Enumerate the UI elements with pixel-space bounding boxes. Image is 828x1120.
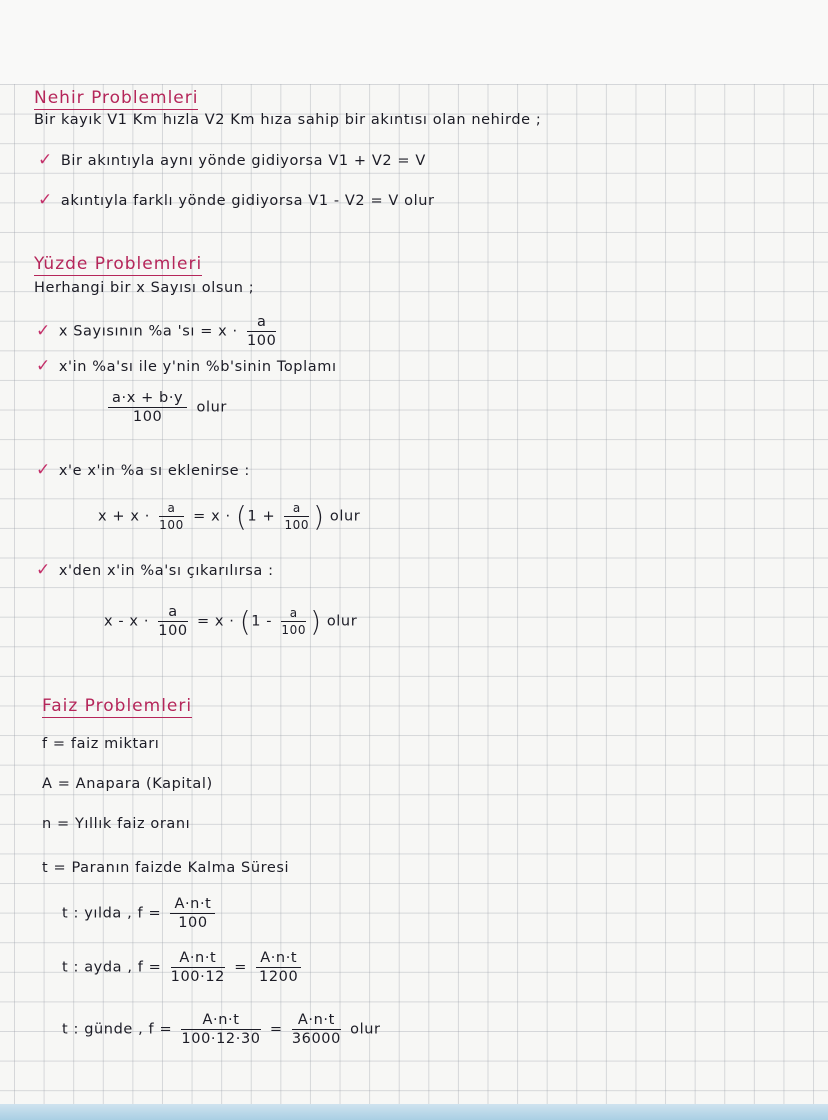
check-icon: ✓ xyxy=(36,356,51,376)
fraction: $\frac{a}{100}$ xyxy=(158,604,188,639)
fraction: $\frac{a\cdot x + b\cdot y}{100}$ xyxy=(108,390,187,425)
yuzde-title: Yüzde Problemleri xyxy=(34,254,203,274)
faiz-formula-ay: t : ayda , f = $\frac{A\cdot n\cdot t}{100\cdot 12}$ = $\frac{A\cdot n\cdot t}{1200}$ xyxy=(62,950,305,985)
yuzde-item-4: ✓ x'den x'in %a'sı çıkarılırsa : xyxy=(36,560,274,580)
faiz-formula-gun: t : günde , f = $\frac{A\cdot n\cdot t}{100\cdot 12\cdot 30}$ = $\frac{A\cdot n\cdot t}{36000}$ olur xyxy=(62,1012,381,1047)
fraction: $\frac{a}{100}$ xyxy=(246,314,277,349)
fraction: $\frac{a}{100}$ xyxy=(284,501,310,532)
yuzde-item-2: ✓ x'in %a'sı ile y'nin %b'sinin Toplamı xyxy=(36,356,337,376)
yuzde-item-1: ✓ x Sayısının %a 'sı = x · $\frac{a}{100}$ xyxy=(36,314,277,349)
yuzde-item-4-formula: x - x · $\frac{a}{100}$ = x · (1 - $\frac{a}{100}$ ) olur xyxy=(104,604,358,639)
yuzde-item-2-formula: $\frac{a\cdot x + b\cdot y}{100}$ olur xyxy=(104,390,227,425)
fraction: $\frac{a}{100}$ xyxy=(281,606,307,637)
faiz-def-t: t = Paranın faizde Kalma Süresi xyxy=(42,860,290,876)
yuzde-item-3-formula: x + x · $\frac{a}{100}$ = x · (1 + $\frac{a}{100}$ ) olur xyxy=(98,500,361,533)
nehir-item-2: ✓ akıntıyla farklı yönde gidiyorsa V1 - V2 = V olur xyxy=(38,190,435,210)
fraction: $\frac{A\cdot n\cdot t}{100}$ xyxy=(170,896,215,931)
yuzde-intro: Herhangi bir x Sayısı olsun ; xyxy=(34,280,255,296)
check-icon: ✓ xyxy=(36,460,51,480)
fraction: $\frac{A\cdot n\cdot t}{100\cdot 12\cdot 30}$ xyxy=(181,1012,261,1047)
nehir-item-1: ✓ Bir akıntıyla aynı yönde gidiyorsa V1 + V2 = V xyxy=(38,150,426,170)
yuzde-item-3: ✓ x'e x'in %a sı eklenirse : xyxy=(36,460,250,480)
check-icon: ✓ xyxy=(38,150,53,170)
faiz-formula-yil: t : yılda , f = $\frac{A\cdot n\cdot t}{100}$ xyxy=(62,896,219,931)
faiz-title: Faiz Problemleri xyxy=(42,696,193,716)
page-bottom-edge xyxy=(0,1104,828,1120)
fraction: $\frac{A\cdot n\cdot t}{1200}$ xyxy=(256,950,301,985)
check-icon: ✓ xyxy=(36,320,51,341)
faiz-def-a: A = Anapara (Kapital) xyxy=(42,776,213,792)
check-icon: ✓ xyxy=(38,190,53,210)
faiz-def-f: f = faiz miktarı xyxy=(42,736,160,752)
fraction: $\frac{A\cdot n\cdot t}{36000}$ xyxy=(291,1012,341,1047)
page-top-margin xyxy=(0,0,828,84)
fraction: $\frac{a}{100}$ xyxy=(159,501,184,532)
faiz-def-n: n = Yıllık faiz oranı xyxy=(42,816,191,832)
check-icon: ✓ xyxy=(36,560,51,580)
fraction: $\frac{A\cdot n\cdot t}{100\cdot 12}$ xyxy=(170,950,225,985)
nehir-title: Nehir Problemleri xyxy=(34,88,199,108)
nehir-intro: Bir kayık V1 Km hızla V2 Km hıza sahip bir akıntısı olan nehirde ; xyxy=(34,112,542,128)
